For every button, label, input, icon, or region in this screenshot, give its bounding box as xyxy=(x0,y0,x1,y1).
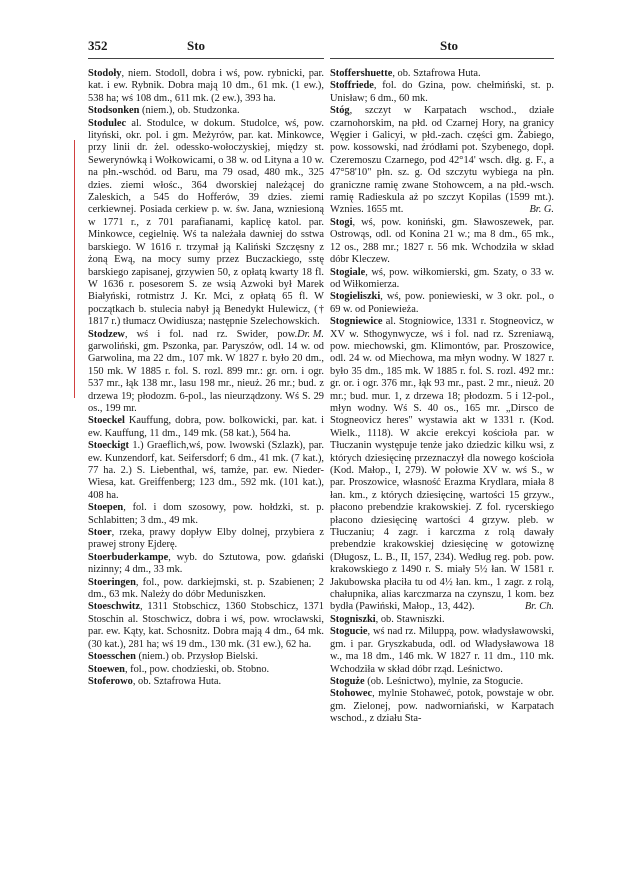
entry-text: , rzeka, prawy dopływ Elby dolnej, przybiera z prawej strony Ejderę. xyxy=(88,527,324,551)
entry-text: , fol., pow. chodzieski, ob. Stobno. xyxy=(124,663,270,675)
running-head-left: Sto xyxy=(187,38,206,53)
entry-headword: Stodzew xyxy=(88,328,125,340)
dictionary-entry xyxy=(330,676,554,688)
entry-text: (niem.), ob. Studzonka. xyxy=(139,105,240,117)
entry-text: , wś, pow. wiłkomierski, gm. Szaty, o 33 w. od Wiłkomierza. xyxy=(330,266,554,290)
entry-text: , niem. Stodoll, dobra i wś, pow. rybnicki, par. kat. i ew. Rybnik. Dobra mają 10 dm., 61 mk. (1 ew.), 538 ha; wś 108 dm., 611 mk. (2 ew.), 393 ha. xyxy=(88,68,324,104)
entry-text: , wś, pow. koniński, gm. Sławoszewek, par. Ostrowąs, odl. od Konina 21 w.; ma 8 dm., 65 mk., 12 os., 288 mr.; 1827 r. 56 mk. Wchodziła w skład dóbr Kleczew. xyxy=(330,216,554,266)
dictionary-entry xyxy=(88,552,324,577)
dictionary-entry xyxy=(88,440,324,502)
entry-text: , fol., pow. darkiejmski, st. p. Szabienen; 2 dm., 63 mk. Należy do dóbr Meduniszken. xyxy=(88,576,324,601)
dictionary-entry xyxy=(88,651,324,663)
dictionary-entry xyxy=(330,291,554,316)
entry-headword: Stoguże xyxy=(330,675,365,687)
entry-headword: Stogniszki xyxy=(330,613,376,625)
dictionary-entry xyxy=(88,577,324,602)
entry-headword: Stoer xyxy=(88,527,112,539)
dictionary-entry xyxy=(88,601,324,651)
entry-text: , wś i fol. nad rz. Swider, pow. garwoliński, gm. Pszonka, par. Paryszów, odl. 14 w. od Garwolina, ma 22 dm., 107 mk. W 1827 r. było 20 dm., 150 mk. W 1885 r. fol. S. rozl. 899 mr.: gr. orn. i ogr. 537 mr., łąk 138 mr., lasu 198 mr., nieuż. 26 mr.; bud. z drzewa 19; płodozm. 6-pol., las nieurządzony. Wś S. 29 os., 199 mr. xyxy=(88,328,324,414)
dictionary-entry xyxy=(330,217,554,267)
entry-headword: Stoerbuderkampe xyxy=(88,551,169,563)
dictionary-entry xyxy=(88,329,324,416)
entry-headword: Stohowec xyxy=(330,688,373,700)
entry-text: , ob. Sztafrowa Huta. xyxy=(132,675,222,687)
entry-text: , 1311 Stobschicz, 1360 Stobschicz, 1371 Stoschin al. Stoschwicz, dobra i wś, pow. wrocławski, par. ew. Kąty, kat. Schosnitz. Dobra mają 4 dm., 64 mk. (30 kat.), 281 ha; wś 19 dm., 130 mk. (31 ew.), 62 ha. xyxy=(88,601,324,650)
margin-mark xyxy=(74,140,75,398)
entry-text: , szczyt w Karpatach wschod., działe czarnohorskim, na płd. od Czarnej Hory, na granicy Węgier i Galicyi, w płd.-zach. części gm. Żabiego, pow. kossowski, nad źródłami pot. Szybenego, dopł. Czeremoszu Czarnego, pod 42°14' wsch. dłg. g. F., a 47°58'10" płn. sz. g. Od szczytu wybiega na płn. graniczne ramię zwane Stohowcem, a na płd.-wsch. ramię Radieskula aż po szczyt Kopilas (1599 mt.). Wznies. 1655 mt. xyxy=(330,105,554,216)
entry-headword: Stoesschen xyxy=(88,651,136,663)
header-rule-right xyxy=(330,58,554,59)
right-column xyxy=(330,68,554,726)
entry-text: , fol. do Gzina, pow. chełmiński, st. p. Unisław; 6 dm., 60 mk. xyxy=(330,80,554,104)
entry-headword: Stoeckel xyxy=(88,415,125,427)
dictionary-entry xyxy=(330,626,554,676)
entry-headword: Stogi xyxy=(330,216,353,228)
entry-text: 1.) Graeflich,wś, pow. lwowski (Szlazk), par. ew. Kunzendorf, kat. Seifersdorf; 6 dm., 41 mk. (7 kat.), 77 ha. 2.) S. Liebenthal, wś, tamże, par. ew. Nieder-Wiesa, kat. Greiffenberg; 123 dm., 592 mk. (101 kat.), 408 ha. xyxy=(88,440,324,501)
entry-headword: Stoffershuette xyxy=(330,68,393,79)
entry-headword: Stodsonken xyxy=(88,105,140,117)
entry-text: (ob. Leśnictwo), mylnie, za Stogucie. xyxy=(364,675,524,687)
dictionary-entry xyxy=(88,105,324,117)
entry-text: , ob. Sztafrowa Huta. xyxy=(392,68,481,79)
entry-headword: Stoewen xyxy=(88,663,125,675)
dictionary-entry xyxy=(330,614,554,626)
entry-headword: Stoferowo xyxy=(88,675,133,687)
entry-headword: Stoepen xyxy=(88,502,124,514)
entry-text: Kauffung, dobra, pow. bolkowicki, par. kat. i ew. Kauffung, 11 dm., 149 mk. (58 kat.), 564 ha. xyxy=(88,415,324,439)
left-column xyxy=(88,68,324,688)
entry-headword: Stodulec xyxy=(88,117,127,129)
entry-text: , ob. Stawniszki. xyxy=(375,613,445,625)
entry-text: , mylnie Stohaweć, potok, powstaje w obr. gm. Zielonej, pow. nadworniański, w Karpatach wschod., z działu Sta- xyxy=(330,688,554,725)
entry-headword: Stoeschwitz xyxy=(88,601,140,613)
page-number: 352 xyxy=(88,38,108,53)
entry-text: , wś, pow. poniewieski, w 3 okr. pol., o 69 w. od Poniewieża. xyxy=(330,291,554,315)
dictionary-entry xyxy=(330,68,554,80)
entry-author: Br. G. xyxy=(529,204,554,216)
dictionary-entry xyxy=(330,688,554,725)
entry-text: , wś nad rz. Miluppą, pow. władysławowski, gm. i par. Gryszkabuda, odl. od Władysławowa 18 w., ma 18 dm., 146 mk. W 1827 r. 11 dm., 110 mk. Wchodziła w skład dóbr rząd. Leśnictwo. xyxy=(330,626,554,675)
dictionary-entry xyxy=(330,105,554,217)
entry-text: al. Stogniowice, 1331 r. Stogneovicz, w XV w. Sthogynwycze, wś i fol. nad rz. Szreniawą, pow. miechowski, gm. Klimontów, par. Proszowice, odl. 24 w. od Miechowa, ma młyn wodny. W 1827 r. było 35 dm., 185 mk. W 1885 r. fol. S. rozl. 492 mr.: gr. or. i ogr. 376 mr., łąk 93 mr., past. 2 mr., nieuż. 20 mr.; bud. mur. 1, z drzewa 18; płodozm. 5 i 12-pol., młyn wodny. Wś S. 40 os., 165 mr. „Dirsco de Stogneovicz heres" wystawia akt w 1331 r. (Kod. Wielk., 1118). W akcie erekcyi kościoła par. w Tłuczanin występuje tenże jako dziedzic kilku wsi, z których dziesięcinę przeznaczył dla nowego kościoła (Kod. Małop., I, 279). W połowie XV w. wś S., w par. Proszowice, własność Erazma Krydlara, miała 8 łan. km., z których dziesięcinę, wartości 15 grzyw., płacono prebendzie krakowskiej. Z fol. rycerskiego płacono dziesięcinę wartości 4 grzyw. pleb. w Tłuczaniu; 4 zagr. i karczma z rolą dawały prebendzie krakowskiej dziesięcinę w gotowiznę (Długosz, L. B., II, 157, 234). Według reg. pob. pow. krakowskiego z 1490 r. S. miały 5½ łan. W 1581 r. Jakubowska płaciła tu od 4½ łan. km., 1 zagr. z rolą, chałupnika, alias karczmarza na czynszu, 1 kom. bez bydła (Pawiński, Małop., 13, 442). xyxy=(330,316,554,613)
entry-headword: Stogieliszki xyxy=(330,291,381,303)
dictionary-entry xyxy=(88,664,324,676)
header-rule-left xyxy=(88,58,324,59)
entry-headword: Stogucie xyxy=(330,626,368,638)
entry-headword: Stoeckigt xyxy=(88,440,129,452)
dictionary-entry xyxy=(330,316,554,614)
entry-text: (niem.) ob. Przysłop Bielski. xyxy=(135,651,259,663)
entry-text: al. Stodulce, w dokum. Studolce, wś, pow. lityński, okr. pol. i gm. Meżyrów, par. kat. Minkowce, przy linii dr. żel. odessko-wołoczyskiej, między st. Sewerynówką i Wołkowicami, o 38 w. od Lityna a 10 w. na płn.-wschód. od Baru, ma 79 osad, 480 mk., 325 dzies. ziemi włośc., 364 dworskiej należącej do Zaleskich, a 545 do Hofferów, 39 dzies. ziemi cerkiewnej. Posiada cerkiew p. w. św. Jana, wzniesioną w 1771 r., z 701 parafianami, kaplicę katol. par. Minkowce, cegielnię. Wś ta należała dawniej do sstwa barskiego. W 1616 r. trzymał ją Kaliński Szczęsny z żoną Ewą, na mocy sumy przez Buczackiego, sstę barskiego zapisanej, grzywien 50, z opłatą kwarty 18 fl. W 1636 r. posesorem S. ze wsią Azwoki był Marek Białyński, rotmistrz J. Kr. Mci, z opłatą 65 fl. W początkach b. stulecia nabył ją Benedykt Hulewicz, († 1817 r.) tłumacz Owidiusza; następnie Szelechowskich. xyxy=(88,117,324,328)
dictionary-entry xyxy=(88,502,324,527)
dictionary-entry xyxy=(330,267,554,292)
entry-headword: Stóg xyxy=(330,105,350,117)
entry-headword: Stoffriede xyxy=(330,80,374,92)
dictionary-entry xyxy=(330,80,554,105)
dictionary-entry xyxy=(88,527,324,552)
entry-text: , wyb. do Sztutowa, pow. gdański nizinny; 4 dm., 33 mk. xyxy=(88,551,324,576)
entry-headword: Stogniewice xyxy=(330,316,383,328)
running-head-right: Sto xyxy=(440,38,459,53)
entry-text: , fol. i dom szosowy, pow. hołdzki, st. p. Schlabitten; 3 dm., 49 mk. xyxy=(88,502,324,526)
entry-author: Br. Ch. xyxy=(524,601,554,613)
dictionary-entry xyxy=(88,415,324,440)
entry-headword: Stoeringen xyxy=(88,576,136,588)
entry-headword: Stogiale xyxy=(330,266,366,278)
entry-headword: Stodoły xyxy=(88,68,122,79)
dictionary-entry xyxy=(88,676,324,688)
dictionary-entry xyxy=(88,68,324,105)
entry-author: Dr. M. xyxy=(297,328,324,340)
